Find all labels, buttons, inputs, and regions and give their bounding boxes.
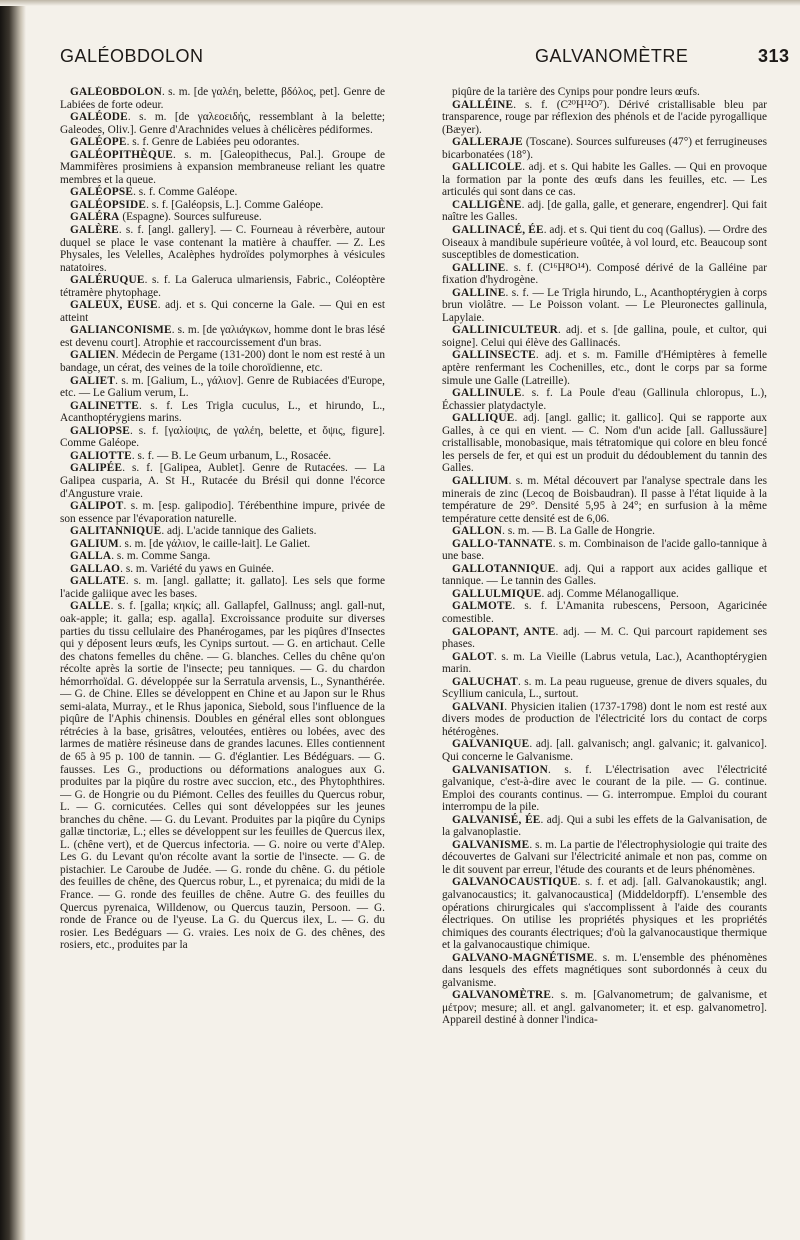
dictionary-entry <box>60 525 385 538</box>
entry-headword: GALÉOPSIDE <box>70 198 147 211</box>
dictionary-entry <box>442 626 767 651</box>
entry-definition: . s. f. La Galeruca ulmariensis, Fabric., Coléoptère tétramère phytophage. <box>60 274 385 299</box>
entry-headword: GALIOPSE <box>70 424 130 437</box>
dictionary-entry <box>442 86 767 99</box>
right-column <box>442 86 767 1226</box>
dictionary-entry <box>442 262 767 287</box>
dictionary-entry <box>442 199 767 224</box>
entry-definition: . s. f. [Galipea, Aublet]. Genre de Rutacées. — La Galipea cusparia, A. St H., Rutacée du Brésil qui donne l'écorce d'Angusture vraie. <box>60 462 385 500</box>
entry-definition: . adj. Qui a rapport aux acides gallique et tannique. — Le tannin des Galles. <box>442 562 767 588</box>
dictionary-entry <box>60 324 385 349</box>
entry-headword: GALLE <box>70 600 111 613</box>
page-top-edge <box>0 0 800 6</box>
entry-definition: . s. m. Comme Sanga. <box>111 550 211 563</box>
entry-headword: GALLO-TANNATE <box>452 537 553 550</box>
entry-definition: . adj. et s. Qui tient du coq (Gallus). — Ordre des Oiseaux à mandibule supérieure voûtée, à vol lourd, etc. Beaucoup sont susceptibles de domestication. <box>442 224 767 262</box>
entry-definition: . Médecin de Pergame (131-200) dont le nom est resté à un bandage, un cérat, des veines de la toile choroïdienne, etc. <box>60 349 385 375</box>
entry-definition: (Toscane). Sources sulfureuses (47°) et ferrugineuses bicarbonatées (18°). <box>442 136 767 161</box>
entry-headword: GALINETTE <box>70 399 139 412</box>
dictionary-entry <box>442 989 767 1027</box>
entry-headword: GALLICOLE <box>452 161 523 174</box>
dictionary-entry <box>442 475 767 525</box>
dictionary-entry <box>60 425 385 450</box>
entry-headword: GALÉRA <box>70 211 120 224</box>
dictionary-entry <box>60 550 385 563</box>
dictionary-entry <box>442 952 767 990</box>
entry-headword: GALVANOCAUSTIQUE <box>452 876 578 889</box>
entry-headword: GALLIQUE <box>452 412 515 425</box>
entry-definition: . s. m. L'ensemble des phénomènes dans lesquels des effets magnétiques sont subordonnés à ceux du galvanisme. <box>442 951 767 989</box>
entry-headword: GALLINICULTEUR <box>452 324 558 337</box>
dictionary-entry <box>60 538 385 551</box>
dictionary-entry <box>442 814 767 839</box>
dictionary-entry <box>442 738 767 763</box>
entry-headword: GALVANI <box>452 700 505 713</box>
entry-headword: GALÈRE <box>70 224 119 237</box>
entry-headword: GALLINE <box>452 286 506 299</box>
dictionary-entry <box>442 676 767 701</box>
entry-definition: . s. f. [galla; κηκίς; all. Gallapfel, Gallnuss; angl. gall-nut, oak-apple; it. galla; esp. agalla]. Excroissance produite sur diverses parties du tissu cellulaire des Phanérogames, par les piqûres d'Insectes qui y déposent leurs œufs, les Cynips surtout. — G. en artichaut. Celle des chatons femelles du chêne. — G. blanches. Celles du chêne qu'on récolte après la sortie de l'insecte; peu tanniques. — G. du chardon hémorrhoïdal. G. développée sur la Serratula arvensis, L., Synanthérée. — G. de Chine. Elles se développent en Chine et au Japon sur le Rhus semi-alata, Murray., et le Rhus japonica, Siebold, sous l'influence de la piqûre de l'Aphis chinensis. Doubles en général elles sont oblongues rétrécies à la base, grisâtres, veloutées, entières ou lobées, avec des larmes de matière résineuse dans de grandes lacunes. Elles contiennent de 65 à 95 p. 100 de tannin. — G. d'églantier. Les Bédéguars. — G. fausses. Les G., productions ou déformations analogues aux G. produites par la piqûre du rostre avec succion, etc., des Phytophthires. — G. de Hongrie ou du Piémont. Celles des feuilles du Quercus robur, L. — G. cornicutées. Celles qui sont développées sur les jeunes branches du chêne. — G. du Levant. Produites par la piqûre du Cynips gallæ tinctoriæ, L.; elles se développent sur les feuilles de Quercus ilex, L. (chêne vert), et de Quercus infectoria. — G. noire ou verte d'Alep. Les G. du Levant qu'on récolte avant la sortie de l'insecte. — G. de pistachier. Le Caroube de Judée. — G. ronde du chêne. G. du pétiole des feuilles de chêne, des Quercus robur, L., et pyrenaica; du midi de la France. — G. ronde des feuilles de chêne. Autre G. des feuilles du Quercus pyrenaica, Willdenow, ou Quercus tauzin, Persoon. — G. ronde de France ou de l'yeuse. La G. du Quercus ilex, L. — G. du rosier. Les Bedéguars — G. vraies. Les noix de G. des chênes, des rosiers, etc., produites par la <box>60 600 385 952</box>
dictionary-entry <box>60 224 385 274</box>
entry-definition: . s. m. — B. La Galle de Hongrie. <box>502 525 655 538</box>
dictionary-entry <box>60 400 385 425</box>
entry-headword: GALLINE <box>452 261 506 274</box>
dictionary-entry <box>60 563 385 576</box>
dictionary-entry <box>60 211 385 224</box>
entry-definition: . s. m. [esp. galipodio]. Térébenthine impure, privée de son essence par l'évaporation naturelle. <box>60 500 385 525</box>
entry-definition: . s. f. [Galéopsis, L.]. Comme Galéope. <box>146 198 324 211</box>
dictionary-entry <box>60 375 385 400</box>
entry-headword: GALEUX, EUSE <box>70 299 158 312</box>
entry-headword: GALLINACÉ, ÉE <box>452 224 544 237</box>
entry-headword: GALLON <box>452 525 503 538</box>
entry-definition: . s. f. L'électrisation avec l'électricité galvanique, c'est-à-dire avec le courant de la pile. — G. continue. Emploi des courants continus. — G. interrompue. Emploi du courant interrompu de la pile. <box>442 763 767 814</box>
entry-headword: GALVANISME <box>452 838 530 851</box>
dictionary-entry <box>60 199 385 212</box>
entry-definition: . adj. [de galla, galle, et generare, engendrer]. Qui fait naître les Galles. <box>442 198 767 224</box>
dictionary-entry <box>442 387 767 412</box>
entry-definition: . s. m. [Galeopithecus, Pal.]. Groupe de Mammifères prosimiens à expansion membraneuse reliant les quatre membres et la queue. <box>60 148 385 186</box>
dictionary-entry <box>442 161 767 199</box>
entry-definition: . s. f. [γαλίοψις, de γαλέη, belette, et ὄψις, figure]. Comme Galéope. <box>60 424 385 450</box>
entry-definition: . s. m. La peau rugueuse, grenue de divers squales, du Scyllium canicula, L., surtout. <box>442 675 767 701</box>
entry-headword: GALLINSECTE <box>452 349 536 362</box>
dictionary-entry <box>442 99 767 137</box>
dictionary-entry <box>442 839 767 877</box>
entry-definition: . s. f. Genre de Labiées peu odorantes. <box>126 136 300 149</box>
dictionary-entry <box>442 136 767 161</box>
dictionary-entry <box>60 462 385 500</box>
entry-headword: GALVANISATION <box>452 763 548 776</box>
dictionary-entry <box>60 450 385 463</box>
entry-definition: . s. f. — B. Le Geum urbanum, L., Rosacée. <box>131 449 332 462</box>
entry-headword: GALLOTANNIQUE <box>452 562 556 575</box>
dictionary-entry <box>60 149 385 187</box>
entry-headword: CALLIGÈNE <box>452 198 522 211</box>
entry-definition: . s. m. La partie de l'électrophysiologie qui traite des découvertes de Galvani sur l'électricité animale et non pas, comme on le dit souvent par erreur, l'étude des courants et de leurs phénomènes. <box>442 838 767 876</box>
dictionary-entry <box>60 299 385 324</box>
entry-headword: GALVANO-MAGNÉTISME <box>452 951 595 964</box>
entry-definition: . s. f. — Le Trigla hirundo, L., Acanthoptérygien à corps brun violâtre. — Le Poisson volant. — Le Pleuronectes gallinula, Lapylaie. <box>442 286 767 324</box>
left-column <box>60 86 385 1226</box>
entry-headword: GALIOTTE <box>70 449 132 462</box>
dictionary-entry <box>442 412 767 475</box>
dictionary-entry <box>442 287 767 325</box>
dictionary-entry <box>60 136 385 149</box>
entry-headword: GALLATE <box>70 575 126 588</box>
dictionary-entry <box>60 575 385 600</box>
entry-definition: . s. f. L'Amanita rubescens, Persoon, Agaricinée comestible. <box>442 600 767 625</box>
entry-definition: . adj. — M. C. Qui parcourt rapidement ses phases. <box>442 625 767 651</box>
entry-headword: GALLERAJE <box>452 136 523 149</box>
entry-headword: GALIPÉE <box>70 462 123 475</box>
entry-definition: . adj. Qui a subi les effets de la Galvanisation, de la galvanoplastie. <box>442 813 767 839</box>
dictionary-entry <box>442 651 767 676</box>
entry-definition: . s. m. [de γαλέη, belette, βδόλος, pet]. Genre de Labiées de forte odeur. <box>60 86 385 111</box>
entry-definition: . s. m. Métal découvert par l'analyse spectrale dans les minerais de zinc (Lecoq de Boisbaudran). Il passe à l'état liquide à la température de 29°. Densité 5,95 à 24°; en surfusion à la même température cette densité est de 6,06. <box>442 474 767 525</box>
dictionary-entry <box>442 588 767 601</box>
entry-headword: GALIEN <box>70 349 116 362</box>
entry-definition: . adj. et s. m. Famille d'Hémiptères à femelle aptère renfermant les Cochenilles, etc., dont le corps par sa forme simule une Galle (Latreille). <box>442 349 767 387</box>
entry-headword: GALIPOT <box>70 500 124 513</box>
entry-headword: GALIUM <box>70 537 119 550</box>
entry-headword: GALOT <box>452 650 494 663</box>
dictionary-entry <box>60 600 385 951</box>
entry-definition: . s. m. Combinaison de l'acide gallo-tannique à une base. <box>442 537 767 563</box>
running-head-right: GALVANOMÈTRE <box>535 46 689 66</box>
entry-definition: . adj. Comme Mélanogallique. <box>541 587 679 600</box>
dictionary-entry <box>442 876 767 951</box>
dictionary-entry <box>60 500 385 525</box>
entry-headword: GALÉODE <box>70 111 128 124</box>
entry-definition: . s. m. [angl. gallatte; it. gallato]. Les sels que forme l'acide galiique avec les bases. <box>60 575 385 600</box>
dictionary-entry <box>442 324 767 349</box>
entry-definition: . s. f. et adj. [all. Galvanokaustik; angl. galvanocaustics; it. galvanocaustica] (Middeldorpff). L'ensemble des opérations chirurgicales qui s'accomplissent à l'aide des courants électriques. On utilise les propriétés physiques et les propriétés chimiques des courants électriques; d'où la galvanocaustique thermique et la galvanocaustique chimique. <box>442 876 767 952</box>
entry-headword: GALLIUM <box>452 474 509 487</box>
entry-definition: . adj. [angl. gallic; it. gallico]. Qui se rapporte aux Galles, à ce qui en vient. — C. Nom d'un acide [all. Gallussäure] cristallisable, monobasique, mais tétratomique qui colore en bleu foncé les persels de fer, et qui est un produit du dédoublement du tannin des Galles. <box>442 412 767 475</box>
entry-headword: GALÉOPSE <box>70 186 134 199</box>
entry-headword: GALOPANT, ANTE <box>452 625 556 638</box>
entry-definition: . s. m. [de γαλιάγκων, homme dont le bras lésé est devenu court]. Atrophie et raccourcissement d'un bras. <box>60 324 385 349</box>
entry-headword: GALLAO <box>70 562 121 575</box>
entry-headword: GALÉOBDOLON <box>70 86 162 98</box>
entry-headword: GALIANCONISME <box>70 324 172 337</box>
entry-headword: GALLÉINE <box>452 98 514 111</box>
page-number: 313 <box>758 46 790 66</box>
entry-headword: GALLULMIQUE <box>452 587 542 600</box>
entry-definition: . adj. [all. galvanisch; angl. galvanic; it. galvanico]. Qui concerne le Galvanisme. <box>442 738 767 763</box>
entry-definition: piqûre de la tarière des Cynips pour pondre leurs œufs. <box>452 86 700 98</box>
dictionary-entry <box>442 538 767 563</box>
entry-definition: . adj. et s. Qui habite les Galles. — Qui en provoque la formation par la ponte des œufs dans les feuilles, etc. — Les articulés qui sont dans ce cas. <box>442 161 767 199</box>
running-head-left: GALÉOBDOLON <box>60 46 204 66</box>
entry-headword: GALVANIQUE <box>452 738 530 751</box>
entry-definition: . s. f. Comme Galéope. <box>133 186 238 199</box>
entry-headword: GALITANNIQUE <box>70 525 162 538</box>
dictionary-entry <box>60 111 385 136</box>
dictionary-entry <box>60 274 385 299</box>
entry-definition: . s. m. Variété du yaws en Guinée. <box>120 562 275 575</box>
entry-definition: . s. f. La Poule d'eau (Gallinula chloropus, L.), Échassier platydactyle. <box>442 387 767 412</box>
dictionary-entry <box>442 600 767 625</box>
entry-definition: . s. f. [angl. gallery]. — C. Fourneau à réverbère, autour duquel se place le vase contenant la matière à chauffer. — Z. Les Physales, les Velelles, Acalèphes hydroïdes polymorphes à vésicules natatoires. <box>60 224 385 274</box>
entry-definition: . adj. et s. [de gallina, poule, et cultor, qui soigne]. Celui qui élève des Gallinacés. <box>442 324 767 349</box>
entry-definition: . s. m. La Vieille (Labrus vetula, Lac.), Acanthoptérygien marin. <box>442 650 767 676</box>
entry-headword: GALVANISÉ, ÉE <box>452 813 541 826</box>
entry-definition: . adj. et s. Qui concerne la Gale. — Qui en est atteint <box>60 299 385 324</box>
entry-definition: . adj. L'acide tannique des Galiets. <box>161 525 317 538</box>
entry-headword: GALÉOPE <box>70 136 127 149</box>
entry-headword: GALIET <box>70 374 116 387</box>
dictionary-entry <box>60 186 385 199</box>
dictionary-entry <box>60 86 385 111</box>
dictionary-entry <box>442 563 767 588</box>
dictionary-entry <box>442 764 767 814</box>
entry-definition: (Espagne). Sources sulfureuse. <box>119 211 262 224</box>
entry-definition: . s. f. Les Trigla cuculus, L., et hirundo, L., Acanthoptérygiens marins. <box>60 399 385 425</box>
entry-definition: . s. m. [Galium, L., γάλιον]. Genre de Rubiacées d'Europe, etc. — Le Galium verum, L. <box>60 374 385 400</box>
entry-definition: . s. m. [de γαλεοειδής, ressemblant à la belette; Galeodes, Oliv.]. Genre d'Arachnides velues à chélicères pédiformes. <box>60 111 385 136</box>
dictionary-entry <box>60 349 385 374</box>
page-binding-edge <box>0 0 26 1240</box>
entry-definition: . s. m. [de γάλιον, le caille-lait]. Le Galiet. <box>118 537 311 550</box>
entry-headword: GALLINULE <box>452 387 522 400</box>
dictionary-entry <box>442 349 767 387</box>
entry-headword: GALÉOPITHÈQUE <box>70 148 174 161</box>
dictionary-entry <box>442 701 767 739</box>
entry-headword: GALÉRUQUE <box>70 274 145 287</box>
entry-definition: . s. f. (C²⁰H¹²O⁷). Dérivé cristallisable bleu par transparence, rouge par réflexion des phénols et de l'acide pyrogallique (Bæyer). <box>442 98 767 136</box>
entry-definition: . s. f. (C¹⁶H⁸O¹⁴). Composé dérivé de la Galléine par fixation d'hydrogène. <box>442 261 767 287</box>
entry-headword: GALLA <box>70 550 112 563</box>
entry-headword: GALVANOMÈTRE <box>452 989 552 1002</box>
entry-headword: GALUCHAT <box>452 675 519 688</box>
dictionary-entry <box>442 224 767 262</box>
entry-definition: . s. m. [Galvanometrum; de galvanisme, et μέτρον; mesure; all. et angl. galvanometer; it. et esp. galvanometro]. Appareil destiné à donner l'indica- <box>442 989 767 1027</box>
entry-definition: . Physicien italien (1737-1798) dont le nom est resté aux divers modes de production de l'électricité lors du contact de corps hétérogènes. <box>442 700 767 738</box>
dictionary-entry <box>442 525 767 538</box>
entry-headword: GALMOTE <box>452 600 513 613</box>
